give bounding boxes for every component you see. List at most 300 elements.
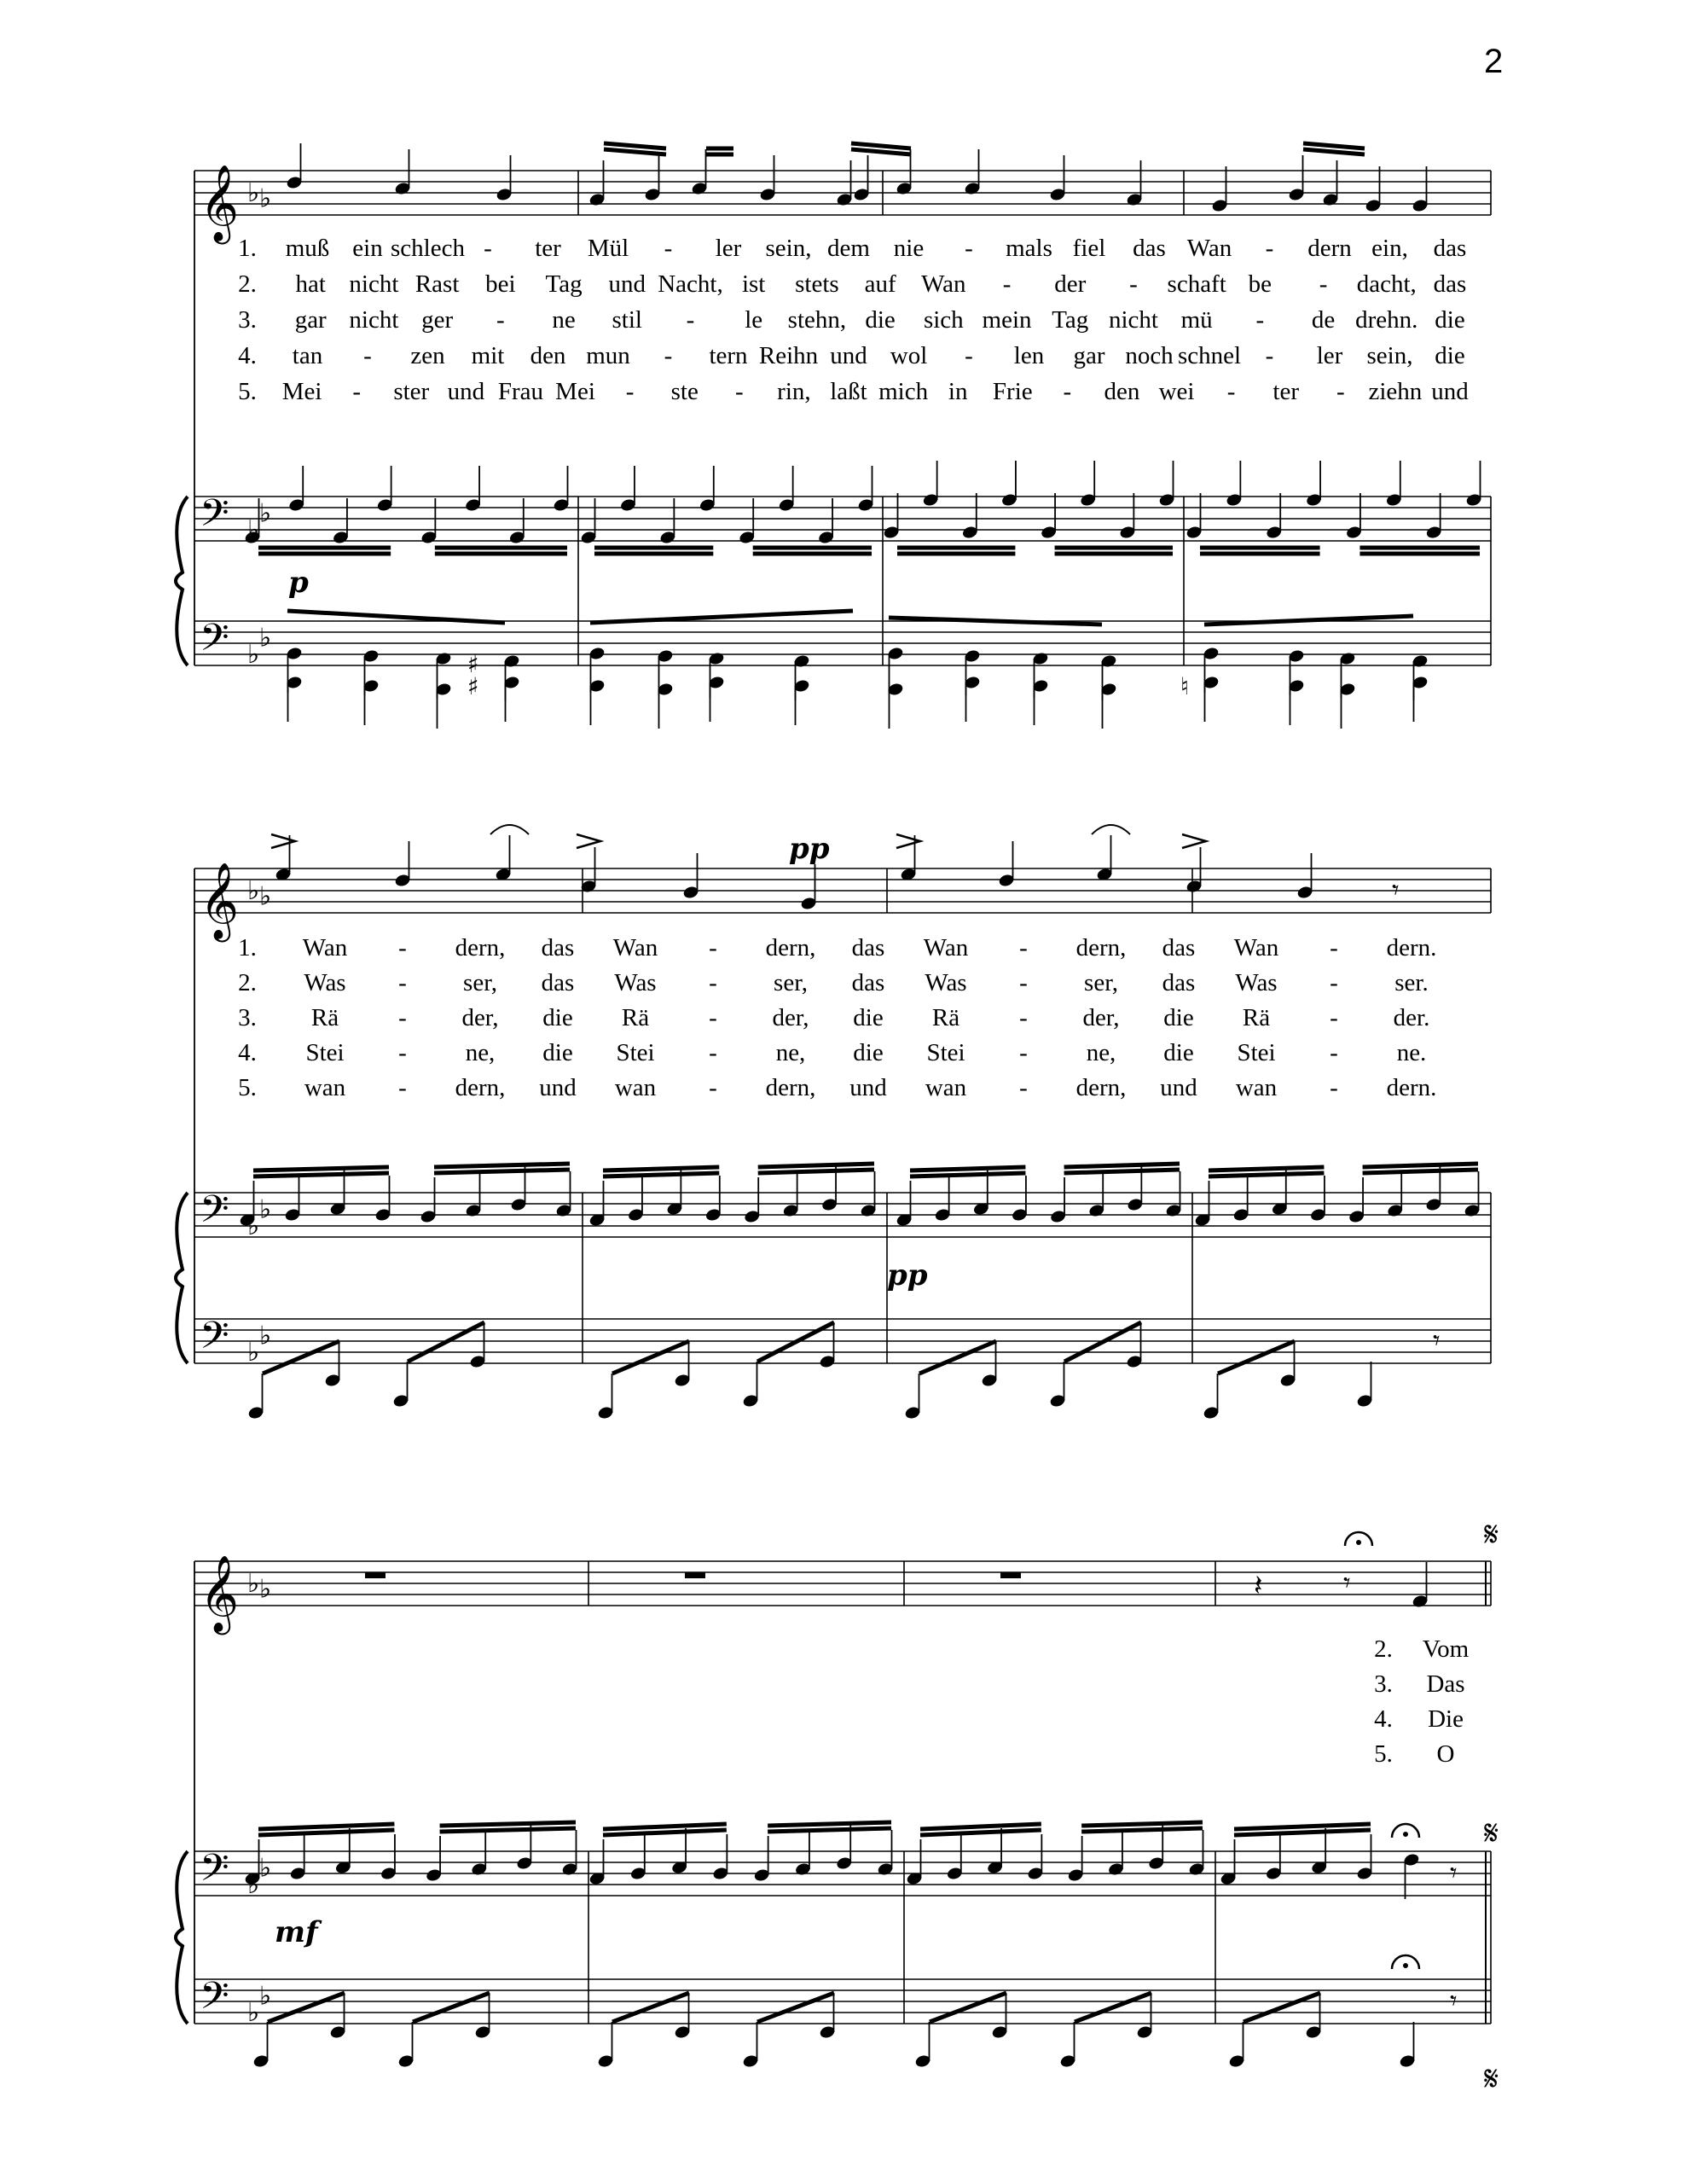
lyric-verse-2: stets	[795, 270, 839, 298]
beam	[604, 149, 666, 154]
lyric-verse-3: der,	[1082, 1004, 1120, 1031]
lyric-verse-1: ter	[535, 235, 561, 262]
lyric-verse-5: dern,	[1075, 1074, 1127, 1101]
lyric-verse-3: Rä	[621, 1004, 650, 1031]
whole-rest	[365, 1572, 386, 1578]
lyric-verse-3-number: 3.	[1374, 1670, 1393, 1698]
beam	[757, 1322, 834, 1362]
fermata-dot	[1403, 1963, 1408, 1968]
lyric-verse-4: -	[363, 342, 372, 369]
lyric-verse-2: -	[1002, 270, 1012, 298]
lyric-verse-1: das	[1133, 235, 1166, 262]
bass-clef-icon: 𝄢	[200, 1313, 229, 1367]
lyric-verse-3: 3.	[238, 306, 257, 334]
lyric-verse-3: 3.	[238, 1004, 257, 1031]
key-flat-icon: ♭	[247, 876, 260, 906]
lyric-verse-3: der,	[461, 1004, 499, 1031]
lyric-verse-5: -	[1226, 378, 1236, 405]
beam	[1081, 1828, 1203, 1832]
lyric-verse-3: ne	[552, 306, 576, 334]
lyric-verse-4: ne,	[1086, 1039, 1116, 1066]
lyric-verse-3: -	[1330, 1004, 1338, 1031]
beam	[253, 1173, 389, 1176]
lyric-verse-2: Was	[925, 969, 967, 996]
lyric-verse-4: mun	[586, 342, 630, 369]
beam	[408, 1322, 484, 1362]
beam	[1075, 1993, 1151, 2022]
vocal-staff	[194, 868, 1491, 913]
key-flat-icon: ♭	[259, 1574, 272, 1605]
accent-mark	[1182, 834, 1206, 848]
lyric-verse-3: -	[1019, 1004, 1028, 1031]
lyric-verse-5: 5.	[238, 1074, 257, 1101]
beam	[440, 1822, 576, 1826]
lyric-verse-3: mü	[1180, 306, 1213, 334]
lyric-verse-5: Frie	[992, 378, 1033, 405]
beam	[1234, 1830, 1371, 1835]
lyric-verse-4: Stei	[616, 1039, 655, 1066]
lyric-verse-2: Nacht,	[658, 270, 723, 298]
lyric-verse-3: stehn,	[787, 306, 847, 334]
lyric-verse-3: -	[398, 1004, 407, 1031]
beam	[1209, 1173, 1324, 1176]
lyric-verse-4: ne.	[1396, 1039, 1427, 1066]
lyric-verse-4: gar	[1073, 342, 1105, 369]
key-flat-icon: ♭	[259, 1321, 272, 1351]
eighth-rest-icon: 𝄾	[1343, 1566, 1351, 1599]
lyric-verse-1: Wan	[302, 934, 348, 961]
lyric-verse-2: Was	[614, 969, 657, 996]
beam	[258, 1824, 394, 1829]
beam	[851, 143, 911, 148]
lyric-verse-2: das	[1433, 270, 1467, 298]
lyric-verse-5: Mei	[555, 378, 595, 405]
lyric-verse-2-number: 2.	[1374, 1635, 1393, 1663]
lyric-verse-5: -	[1063, 378, 1072, 405]
eighth-rest-icon: 𝄾	[1433, 1324, 1441, 1356]
beam	[258, 1830, 394, 1835]
fermata-dot	[1403, 1832, 1408, 1837]
lyric-verse-5: ste	[670, 378, 699, 405]
treble-clef-icon: 𝄞	[200, 1555, 240, 1632]
lyric-verse-4: und	[830, 342, 867, 369]
lyric-verse-4: den	[530, 342, 566, 369]
lyric-verse-3: de	[1311, 306, 1336, 334]
key-flat-icon: ♭	[247, 1211, 260, 1241]
bass-clef-icon: 𝄢	[200, 1845, 229, 1899]
piano-brace	[176, 1193, 188, 1363]
lyric-verse-1: 1.	[238, 235, 257, 262]
lyric-verse-2: bei	[485, 270, 516, 298]
dynamic-marking: pp	[887, 1258, 928, 1292]
beam	[1064, 1164, 1180, 1167]
lyric-verse-5: mich	[878, 378, 929, 405]
lyric-verse-4: -	[1330, 1039, 1338, 1066]
lyric-verse-1: dern,	[455, 934, 506, 961]
natural-sign-icon: ♮	[1180, 672, 1190, 700]
staff-lines	[176, 171, 1491, 2024]
lyric-verse-5: dern.	[1386, 1074, 1437, 1101]
lyric-verse-1: dern,	[1075, 934, 1127, 961]
key-flat-icon: ♭	[259, 1853, 272, 1884]
notes-layer	[239, 143, 1482, 2069]
lyric-verse-2: das	[1162, 969, 1196, 996]
lyric-verse-1: dern.	[1386, 934, 1437, 961]
lyric-verse-5: wan	[925, 1074, 967, 1101]
vocal-staff	[194, 1561, 1491, 1606]
beam	[930, 1993, 1006, 2022]
accent-mark	[896, 834, 920, 848]
lyric-verse-3: nicht	[349, 306, 399, 334]
bass-clef-icon: 𝄢	[200, 491, 229, 544]
lyric-verse-3: -	[1255, 306, 1265, 334]
beam	[768, 1822, 891, 1826]
lyric-verse-3: gar	[294, 306, 327, 334]
lyric-verse-3: die	[865, 306, 896, 334]
lyric-verse-5: -	[352, 378, 362, 405]
beam	[757, 1993, 834, 2022]
quarter-rest-icon: 𝄽	[1254, 1569, 1263, 1603]
lyric-verse-3: -	[709, 1004, 717, 1031]
lyric-verse-2: schaft	[1167, 270, 1226, 298]
beam	[603, 1167, 719, 1170]
lyric-verse-5: 5.	[238, 378, 257, 405]
beam	[851, 149, 911, 154]
key-flat-icon: ♭	[247, 178, 260, 208]
beam	[434, 1164, 570, 1167]
lyric-verse-4: 4.	[238, 342, 257, 369]
lyric-verse-4: wol	[890, 342, 928, 369]
lyric-verse-3: stil	[612, 306, 642, 334]
lyric-verse-1: -	[664, 235, 673, 262]
lyric-verse-1: sein,	[765, 235, 812, 262]
lyric-verse-2: -	[1319, 270, 1328, 298]
beam	[612, 1993, 689, 2022]
lyric-verse-5: dern,	[455, 1074, 506, 1101]
beam	[1303, 149, 1365, 154]
sharp-sign-icon: ♯	[467, 672, 479, 700]
beam	[603, 1824, 727, 1829]
lyrics-layer	[238, 235, 1469, 1768]
page-number: 2	[1484, 43, 1504, 80]
beam	[920, 1824, 1041, 1829]
beam	[603, 1173, 719, 1176]
eighth-rest-icon: 𝄾	[1392, 874, 1400, 906]
beam	[768, 1828, 891, 1832]
beam	[920, 1830, 1041, 1835]
lyric-verse-3: die	[1435, 306, 1465, 334]
lyric-verse-2: dacht,	[1356, 270, 1417, 298]
lyric-verse-2: ser,	[774, 969, 808, 996]
key-flat-icon: ♭	[247, 1338, 260, 1368]
beam	[604, 143, 666, 148]
key-flat-icon: ♭	[259, 881, 272, 912]
lyric-verse-4: Stei	[305, 1039, 345, 1066]
lyric-verse-3: -	[496, 306, 505, 334]
lyric-verse-4: tan	[292, 342, 323, 369]
lyric-verse-4: noch	[1125, 342, 1174, 369]
lyric-verse-5: -	[734, 378, 744, 405]
lyric-verse-1: dern	[1307, 235, 1352, 262]
lyric-verse-2: und	[608, 270, 646, 298]
lyric-verse-5-number: 5.	[1374, 1740, 1393, 1768]
lyric-verse-5: Frau	[497, 378, 544, 405]
piano-brace	[176, 497, 188, 665]
beam	[1209, 1167, 1324, 1170]
beam	[440, 1828, 576, 1832]
beam	[910, 1167, 1025, 1170]
lyric-verse-1: das	[851, 934, 885, 961]
beam	[1303, 143, 1365, 148]
lyric-verse-2: hat	[295, 270, 326, 298]
key-flat-icon: ♭	[259, 1194, 272, 1225]
lyric-verse-3: sich	[923, 306, 964, 334]
piano-lower-staff	[194, 1319, 1491, 1363]
lyric-verse-2: -	[709, 969, 717, 996]
lyric-verse-1: das	[1433, 235, 1467, 262]
lyric-verse-1: das	[1162, 934, 1196, 961]
lyric-verse-4: sein,	[1366, 342, 1413, 369]
lyric-verse-5: und	[539, 1074, 577, 1101]
lyric-verse-2: auf	[864, 270, 896, 298]
lyric-verse-3: drehn.	[1355, 306, 1418, 334]
accent-mark	[271, 834, 295, 848]
lyric-verse-5: -	[1330, 1074, 1338, 1101]
beam	[1064, 1170, 1180, 1173]
lyric-verse-2: Rast	[415, 270, 460, 298]
lyric-verse-5: den	[1104, 378, 1140, 405]
lyric-verse-4: -	[965, 342, 973, 369]
lyric-verse-2: -	[398, 969, 407, 996]
lyric-verse-1: -	[1330, 934, 1338, 961]
lyric-verse-1: Wan	[1233, 934, 1279, 961]
eighth-rest-icon: 𝄾	[1450, 1984, 1458, 2017]
lyric-verse-2: Was	[304, 969, 346, 996]
key-flat-icon: ♭	[247, 640, 260, 670]
lyric-verse-1: dem	[827, 235, 870, 262]
lyric-verse-1: schlech	[391, 235, 465, 262]
bass-clef-icon: 𝄢	[200, 1187, 229, 1240]
piano-brace	[176, 1851, 188, 2024]
accent-mark	[577, 834, 600, 848]
lyric-verse-5: in	[948, 378, 968, 405]
lyric-verse-1: Wan	[923, 934, 969, 961]
lyric-verse-5: laßt	[830, 378, 867, 405]
lyric-verse-2: Wan	[921, 270, 966, 298]
lyric-verse-5: ter	[1272, 378, 1300, 405]
lyric-verse-4: die	[1435, 342, 1465, 369]
lyric-verse-1: nie	[893, 235, 925, 262]
lyric-verse-4: zen	[410, 342, 445, 369]
lyric-verse-2-word: Vom	[1422, 1635, 1470, 1663]
lyric-verse-5: -	[398, 1074, 407, 1101]
fermata-dot	[1356, 1540, 1361, 1545]
beam	[1064, 1322, 1141, 1362]
lyric-verse-1: Wan	[612, 934, 658, 961]
lyric-verse-3: die	[1163, 1004, 1194, 1031]
lyric-verse-4: -	[1265, 342, 1274, 369]
lyric-verse-1: muß	[285, 235, 330, 262]
lyric-verse-2: -	[1019, 969, 1028, 996]
lyric-verse-4: -	[398, 1039, 407, 1066]
lyric-verse-2: 2.	[238, 270, 257, 298]
lyric-verse-4: die	[542, 1039, 573, 1066]
beam	[1218, 1341, 1295, 1374]
dynamic-marking: p	[288, 566, 309, 600]
treble-clef-icon: 𝄞	[200, 863, 240, 939]
lyric-verse-5: dern,	[765, 1074, 816, 1101]
beam	[1363, 1170, 1478, 1173]
lyric-verse-4: schnel	[1177, 342, 1242, 369]
beam	[1081, 1822, 1203, 1826]
lyric-verse-5: und	[849, 1074, 887, 1101]
lyric-verse-4: 4.	[238, 1039, 257, 1066]
lyric-verse-4: tern	[709, 342, 748, 369]
lyric-verse-5: wan	[1235, 1074, 1278, 1101]
lyric-verse-5: ziehn	[1368, 378, 1423, 405]
lyric-verse-3: ger	[421, 306, 454, 334]
lyric-verse-2: ser,	[463, 969, 497, 996]
beam	[1244, 1993, 1320, 2022]
lyric-verse-1: -	[965, 235, 973, 262]
whole-rest	[1000, 1572, 1021, 1578]
lyric-verse-4: die	[1163, 1039, 1194, 1066]
lyric-verse-2: nicht	[349, 270, 399, 298]
beam	[612, 1341, 689, 1374]
lyric-verse-5: rin,	[777, 378, 811, 405]
lyric-verse-3: die	[542, 1004, 573, 1031]
lyric-verse-5: -	[1336, 378, 1345, 405]
key-flat-icon: ♭	[247, 1998, 260, 2028]
lyric-verse-2: -	[1129, 270, 1138, 298]
dynamic-marking: pp	[789, 832, 830, 866]
treble-clef-icon: 𝄞	[200, 165, 240, 241]
beam	[434, 1170, 570, 1173]
lyric-verse-3: Tag	[1052, 306, 1089, 334]
lyric-verse-4: -	[709, 1039, 717, 1066]
lyric-verse-5: -	[709, 1074, 717, 1101]
beam	[758, 1164, 874, 1167]
lyric-verse-3: -	[686, 306, 695, 334]
key-flat-icon: ♭	[247, 1569, 260, 1599]
key-flat-icon: ♭	[259, 623, 272, 653]
lyric-verse-3: mein	[982, 306, 1032, 334]
beam	[758, 1170, 874, 1173]
beam	[253, 1167, 389, 1170]
lyric-verse-2: das	[851, 969, 885, 996]
lyric-verse-4: ne,	[775, 1039, 806, 1066]
beam	[1204, 616, 1413, 624]
lyric-verse-4: ler	[1316, 342, 1343, 369]
lyric-verse-1: dern,	[765, 934, 816, 961]
lyric-verse-1: -	[398, 934, 407, 961]
whole-rest	[685, 1572, 705, 1578]
beam	[603, 1830, 727, 1835]
bass-clef-icon: 𝄢	[200, 615, 229, 669]
lyric-verse-4: Reihn	[758, 342, 819, 369]
slur	[1092, 825, 1130, 834]
markings-layer	[200, 165, 1499, 2099]
lyric-verse-2: ser.	[1394, 969, 1429, 996]
lyric-verse-3: der,	[772, 1004, 809, 1031]
lyric-verse-4: die	[853, 1039, 884, 1066]
lyric-verse-2: ser,	[1084, 969, 1118, 996]
lyric-verse-2: der	[1054, 270, 1087, 298]
lyric-verse-2: Was	[1235, 969, 1278, 996]
lyric-verse-3: Rä	[310, 1004, 339, 1031]
key-flat-icon: ♭	[247, 515, 260, 545]
lyric-verse-2: -	[1330, 969, 1338, 996]
lyric-verse-5: -	[625, 378, 635, 405]
segno-icon: 𝄋	[1484, 1515, 1499, 1554]
key-flat-icon: ♭	[259, 498, 272, 529]
lyric-verse-1: -	[1265, 235, 1274, 262]
lyric-verse-4: Stei	[926, 1039, 965, 1066]
lyric-verse-1: -	[709, 934, 717, 961]
lyric-verse-1: das	[541, 934, 575, 961]
lyric-verse-1: -	[484, 235, 492, 262]
segno-icon: 𝄋	[1484, 1814, 1499, 1853]
beam	[263, 1341, 339, 1374]
lyric-verse-5: wei	[1158, 378, 1195, 405]
lyric-verse-5-word: O	[1436, 1740, 1455, 1768]
lyric-verse-5: und	[1431, 378, 1469, 405]
lyric-verse-2: 2.	[238, 969, 257, 996]
slur	[490, 825, 529, 834]
lyric-verse-1: ein,	[1371, 235, 1408, 262]
beam	[1363, 1164, 1478, 1167]
lyric-verse-4-word: Die	[1428, 1705, 1464, 1733]
lyric-verse-3: Rä	[1242, 1004, 1271, 1031]
lyric-verse-5: und	[447, 378, 485, 405]
key-flat-icon: ♭	[259, 1981, 272, 2012]
lyric-verse-5: Mei	[281, 378, 322, 405]
lyric-verse-3-word: Das	[1426, 1670, 1465, 1698]
lyric-verse-4: -	[1019, 1039, 1028, 1066]
lyric-verse-5: -	[1019, 1074, 1028, 1101]
beam	[413, 1993, 490, 2022]
dynamic-marking: mf	[275, 1915, 318, 1949]
lyric-verse-4: ne,	[465, 1039, 496, 1066]
lyric-verse-5: wan	[304, 1074, 346, 1101]
key-flat-icon: ♭	[247, 1870, 260, 1900]
lyric-verse-1: Wan	[1186, 235, 1232, 262]
lyric-verse-1: fiel	[1072, 235, 1106, 262]
lyric-verse-2: be	[1248, 270, 1272, 298]
lyric-verse-2: Tag	[545, 270, 583, 298]
lyric-verse-4: len	[1013, 342, 1045, 369]
lyric-verse-5: ster	[393, 378, 430, 405]
lyric-verse-3: die	[853, 1004, 884, 1031]
lyric-verse-3: nicht	[1108, 306, 1158, 334]
eighth-rest-icon: 𝄾	[1450, 1856, 1458, 1889]
lyric-verse-3: le	[745, 306, 763, 334]
lyric-verse-4: -	[664, 342, 673, 369]
beam	[910, 1173, 1025, 1176]
sharp-sign-icon: ♯	[467, 650, 479, 678]
lyric-verse-1: mals	[1006, 235, 1052, 262]
lyric-verse-3: der.	[1393, 1004, 1430, 1031]
lyric-verse-5: wan	[614, 1074, 657, 1101]
lyric-verse-1: Mül	[587, 235, 629, 262]
lyric-verse-1: ler	[715, 235, 742, 262]
lyric-verse-5: und	[1160, 1074, 1197, 1101]
lyric-verse-2: ist	[741, 270, 766, 298]
lyric-verse-1: ein	[352, 235, 383, 262]
lyric-verse-2: das	[541, 969, 575, 996]
lyric-verse-1: -	[1019, 934, 1028, 961]
lyric-verse-3: Rä	[931, 1004, 960, 1031]
